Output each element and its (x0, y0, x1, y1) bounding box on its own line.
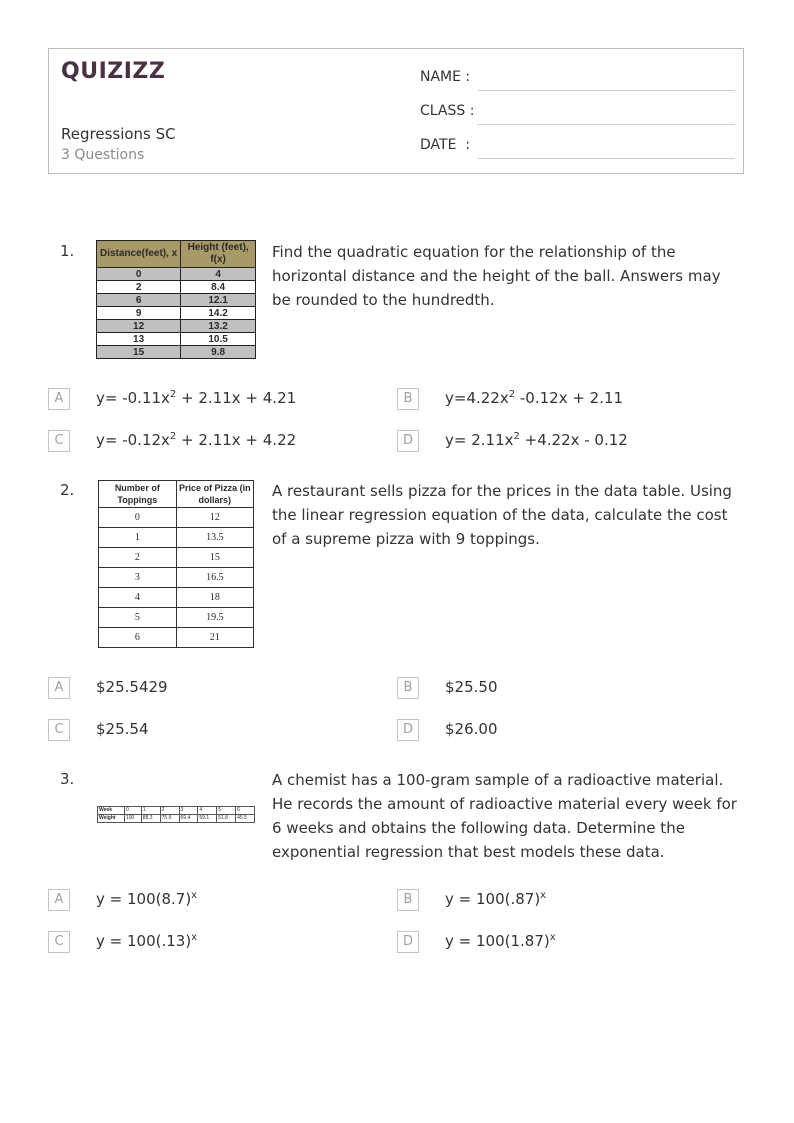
table-cell: 12.1 (181, 294, 256, 307)
date-label: DATE : (420, 137, 471, 153)
table-cell: 13 (97, 333, 181, 346)
table-cell: 0 (99, 508, 177, 528)
class-line[interactable] (478, 124, 735, 125)
table-header: Price of Pizza (in dollars) (176, 481, 253, 508)
question-text: A restaurant sells pizza for the prices in the data table. Using the linear regression equation of the data, calculate the cost of a supreme pizza with 9 toppings. (272, 482, 732, 548)
class-label: CLASS : (420, 103, 475, 119)
option-letter[interactable]: D (397, 931, 419, 953)
class-field[interactable] (420, 101, 735, 125)
table-cell: 5 (99, 608, 177, 628)
table-cell: 6 (99, 628, 177, 648)
option-text: $y = 100(.87)^x$ (445, 890, 547, 908)
option-letter[interactable]: B (397, 388, 419, 410)
name-label: NAME : (420, 69, 471, 85)
option-text: $25.5429 (96, 678, 168, 696)
question-number: 2. (60, 481, 75, 499)
name-line[interactable] (478, 90, 735, 91)
table-cell: 3 (99, 568, 177, 588)
quizizz-logo: QUIZIZZ (61, 59, 166, 84)
table-cell: 3 (179, 807, 198, 815)
table-cell: 9.8 (181, 346, 256, 359)
table-cell: 12 (176, 508, 253, 528)
table-header: Distance(feet), x (97, 241, 181, 268)
table-cell: 1 (99, 528, 177, 548)
table-cell: 12 (97, 320, 181, 333)
question-text: Find the quadratic equation for the relationship of the horizontal distance and the height of the ball. Answers may be rounded to the hundredth. (272, 243, 721, 309)
question-count: 3 Questions (61, 147, 145, 163)
table-cell: 0 (125, 807, 142, 815)
table-cell: 100 (125, 815, 142, 823)
table-cell: 59.1 (198, 815, 217, 823)
option-letter[interactable]: A (48, 889, 70, 911)
table-cell: 8.4 (181, 281, 256, 294)
name-field[interactable] (420, 67, 735, 91)
option-letter[interactable]: C (48, 430, 70, 452)
table-cell: 14.2 (181, 307, 256, 320)
table-cell: 2 (99, 548, 177, 568)
table-cell: 13.5 (176, 528, 253, 548)
option-text: $y=4.22x^2$ -0.12x + 2.11 (445, 389, 624, 407)
worksheet-header (48, 48, 744, 174)
table-cell: 18 (176, 588, 253, 608)
option-text: $26.00 (445, 720, 498, 738)
table-cell: 0 (97, 268, 181, 281)
question-3-table-image (97, 806, 255, 823)
table-cell: 16.5 (176, 568, 253, 588)
row-label: Weight (98, 815, 125, 823)
question-1-table-image (96, 240, 256, 359)
table-cell: 19.5 (176, 608, 253, 628)
table-cell: 6 (97, 294, 181, 307)
table-cell: 4 (181, 268, 256, 281)
table-cell: 2 (97, 281, 181, 294)
option-text: $y= -0.11x^2 + 2.11x + 4.21$ (96, 389, 297, 407)
option-letter[interactable]: B (397, 677, 419, 699)
table-header: Height (feet), f(x) (181, 241, 256, 268)
date-field[interactable] (420, 135, 735, 159)
option-text: $25.54 (96, 720, 149, 738)
question-number: 3. (60, 770, 75, 788)
table-cell: 6 (236, 807, 255, 815)
option-text: $y= -0.12x^2 + 2.11x + 4.22$ (96, 431, 297, 449)
distance-height-table (96, 240, 256, 359)
option-letter[interactable]: A (48, 677, 70, 699)
table-cell: 2 (160, 807, 179, 815)
pizza-price-table (98, 480, 254, 648)
worksheet-title: Regressions SC (61, 125, 176, 143)
option-text: $y= 2.11x^2 +4.22x - 0.12$ (445, 431, 628, 449)
week-weight-table (97, 806, 255, 823)
option-letter[interactable]: B (397, 889, 419, 911)
question-2-table-image (98, 480, 254, 648)
table-cell: 9 (97, 307, 181, 320)
option-text: $y = 100(8.7)^x$ (96, 890, 198, 908)
option-letter[interactable]: A (48, 388, 70, 410)
row-label: Week (98, 807, 125, 815)
option-letter[interactable]: C (48, 719, 70, 741)
option-letter[interactable]: C (48, 931, 70, 953)
table-cell: 21 (176, 628, 253, 648)
table-cell: 13.2 (181, 320, 256, 333)
option-text: $y = 100(1.87)^x$ (445, 932, 556, 950)
table-cell: 15 (97, 346, 181, 359)
table-cell: 51.8 (217, 815, 236, 823)
table-cell: 4 (99, 588, 177, 608)
table-cell: 69.4 (179, 815, 198, 823)
option-text: $25.50 (445, 678, 498, 696)
table-cell: 88.3 (141, 815, 160, 823)
table-cell: 75.9 (160, 815, 179, 823)
date-line[interactable] (478, 158, 735, 159)
table-cell: 1 (141, 807, 160, 815)
table-header: Number of Toppings (99, 481, 177, 508)
question-text: A chemist has a 100-gram sample of a radioactive material. He records the amount of radioactive material every week for 6 weeks and obtains the following data. Determine the exponential regression that best models these data. (272, 771, 737, 861)
table-cell: 5 (217, 807, 236, 815)
table-cell: 4 (198, 807, 217, 815)
table-cell: 10.5 (181, 333, 256, 346)
question-number: 1. (60, 242, 75, 260)
table-cell: 15 (176, 548, 253, 568)
option-letter[interactable]: D (397, 430, 419, 452)
option-letter[interactable]: D (397, 719, 419, 741)
option-text: $y = 100(.13)^x$ (96, 932, 198, 950)
table-cell: 45.5 (236, 815, 255, 823)
